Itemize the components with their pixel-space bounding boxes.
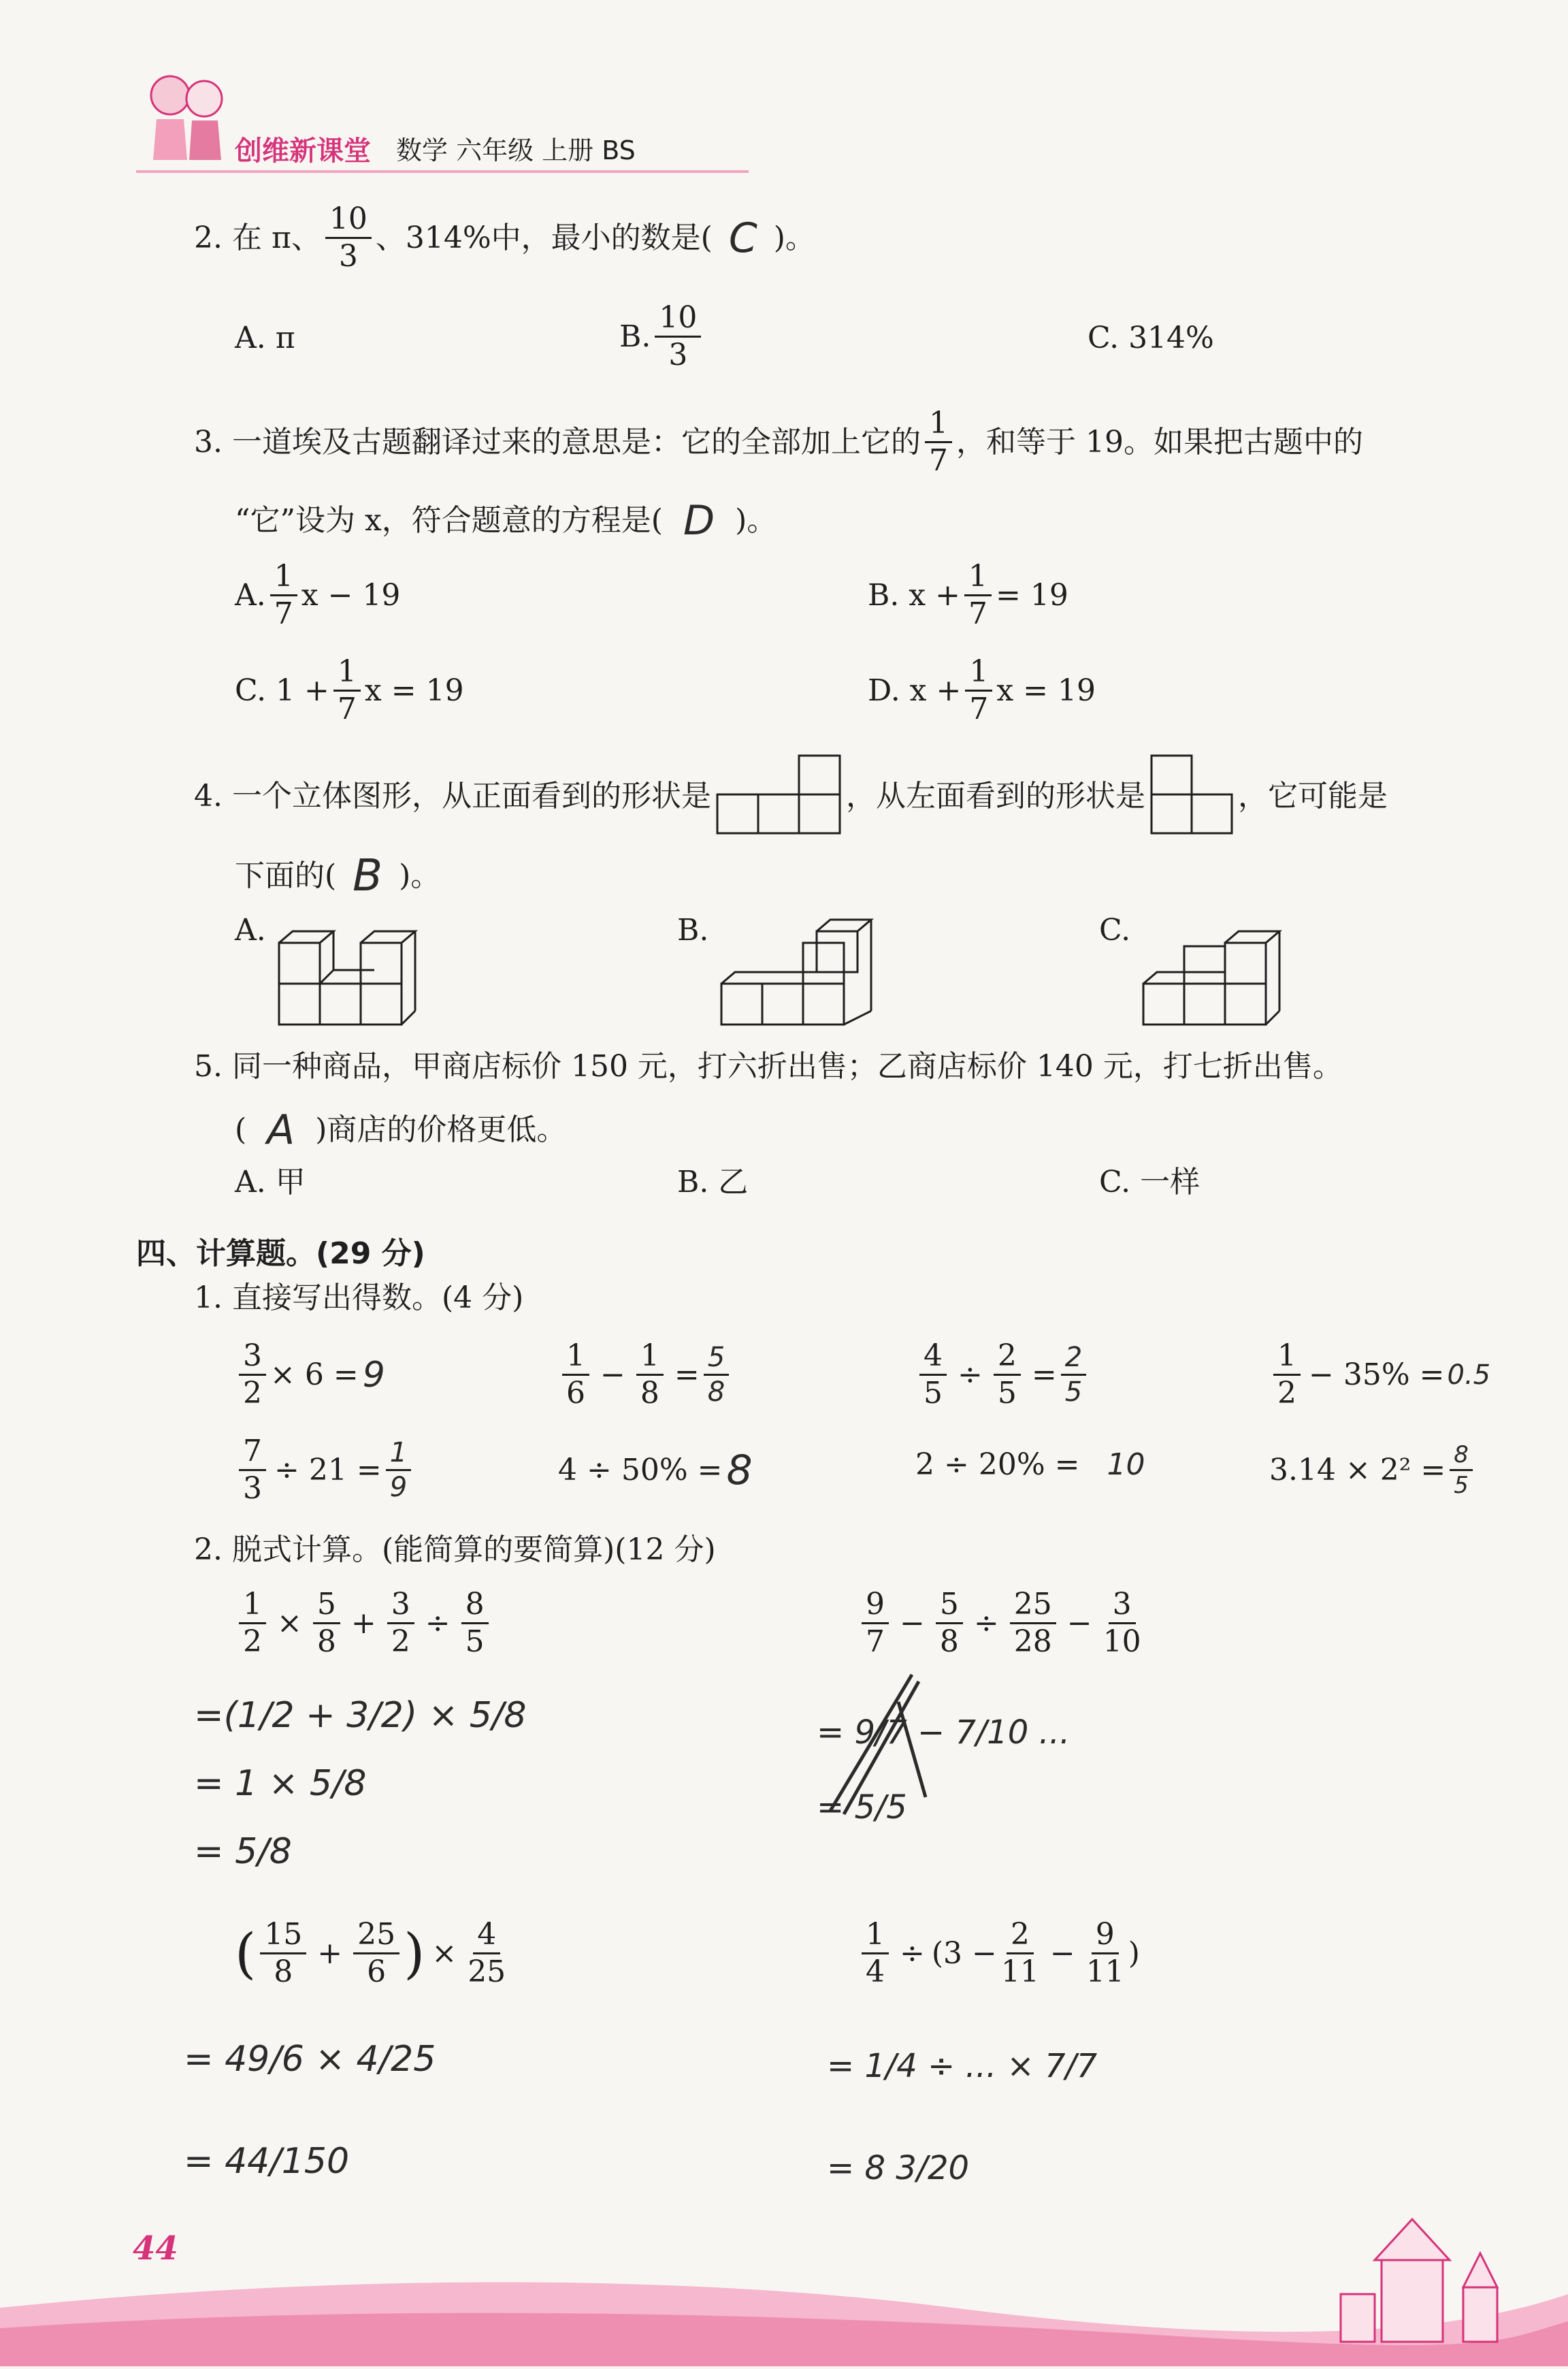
q3-option-a: A. $\frac{1}{7}$ x − 19 <box>235 559 401 631</box>
calc2-work-2: = 9/7 − 7/10 ... = 5/5 <box>817 1713 1071 1826</box>
q3-stem-line2: “它”设为 x，符合题意的方程是( D )。 <box>235 497 777 545</box>
calc1-item: $\frac{4}{5}$ ÷ $\frac{2}{5}$ = $\frac{2}{5}$ <box>915 1341 1090 1408</box>
q4-option-b-figure <box>718 916 875 1028</box>
calc2-work-1: =(1/2 + 3/2) × 5/8 = 1 × 5/8 = 5/8 <box>194 1695 527 1872</box>
calc1-item: $\frac{7}{3}$ ÷ 21 = $\frac{1}{9}$ <box>235 1436 415 1504</box>
q4-option-c-label: C. <box>1099 913 1131 948</box>
header-brand: 创维新课堂 <box>235 135 371 167</box>
calc1-item: $\frac{1}{6}$ − $\frac{1}{8}$ = $\frac{5}{8}$ <box>558 1341 733 1408</box>
q5-option-c: C. 一样 <box>1099 1165 1200 1199</box>
calc1-title: 1. 直接写出得数。(4 分) <box>194 1280 524 1315</box>
section-4-title: 四、计算题。(29 分) <box>136 1236 425 1271</box>
q2-option-c: C. 314% <box>1088 321 1214 355</box>
q3-answer: D <box>683 497 715 545</box>
header-mascot-icon <box>136 65 238 174</box>
q4-option-b-label: B. <box>677 913 709 948</box>
q2-answer: C <box>728 214 757 262</box>
q5-stem: 5. 同一种商品，甲商店标价 150 元，打六折出售；乙商店标价 140 元，打七折出售。 <box>194 1049 1343 1084</box>
q5-answer: A <box>267 1106 295 1154</box>
q3-stem-line1: 3. 一道埃及古题翻译过来的意思是：它的全部加上它的 $\frac{1}{7}$ ，和等于 19。如果把古题中的 <box>194 406 1363 478</box>
calc2-expression-4: $\frac{1}{4}$ ÷ (3 − $\frac{2}{11}$ − $\frac{9}{11}$ ) <box>858 1920 1140 1987</box>
header-rule <box>136 170 749 173</box>
calc2-expression-2: $\frac{9}{7}$ − $\frac{5}{8}$ ÷ $\frac{25}{28}$ − $\frac{3}{10}$ <box>858 1590 1145 1657</box>
q4-stem-line1: 4. 一个立体图形，从正面看到的形状是 ，从左面看到的形状是 ，它可能是 <box>194 752 1388 841</box>
castle-icon <box>1334 2212 1511 2351</box>
q3-option-c: C. 1 + $\frac{1}{7}$ x = 19 <box>235 654 464 726</box>
q4-answer: B <box>353 851 383 901</box>
calc2-work-4: = 1/4 ÷ ... × 7/7 = 8 3/20 <box>827 2047 1098 2187</box>
scribble-strikeout <box>817 1661 994 1820</box>
q3-option-b: B. x + $\frac{1}{7}$ = 19 <box>868 559 1068 631</box>
header-subtitle: 数学 六年级 上册 BS <box>396 135 636 165</box>
q5-option-b: B. 乙 <box>677 1165 749 1199</box>
calc1-item: $\frac{3}{2}$ × 6 = 9 <box>235 1341 385 1408</box>
q2-stem: 2. 在 π、 $\frac{10}{3}$ 、314%中，最小的数是( C )。 <box>194 202 815 274</box>
q4-option-a-figure <box>276 929 432 1028</box>
calc1-item: 3.14 × 2² = $\frac{8}{5}$ <box>1269 1443 1477 1497</box>
q2-fraction: $\frac{10}{3}$ <box>325 204 372 272</box>
calc2-work-3: = 49/6 × 4/25 = 44/150 <box>184 2039 436 2182</box>
page-number: 44 <box>133 2229 178 2268</box>
q4-option-a-label: A. <box>235 913 266 948</box>
calc1-item: 4 ÷ 50% = 8 <box>558 1447 753 1494</box>
left-view-icon <box>1149 752 1234 841</box>
calc1-item: $\frac{1}{2}$ − 35% = 0.5 <box>1269 1341 1490 1408</box>
q2-option-b: B. $\frac{10}{3}$ <box>619 303 705 370</box>
q4-option-c-figure <box>1140 916 1296 1028</box>
q3-option-d: D. x + $\frac{1}{7}$ x = 19 <box>868 654 1096 726</box>
calc2-title: 2. 脱式计算。(能简算的要简算)(12 分) <box>194 1532 716 1567</box>
q2-option-a: A. π <box>235 321 295 355</box>
q4-stem-line2: 下面的( B )。 <box>235 851 441 901</box>
q5-line2: ( A )商店的价格更低。 <box>235 1106 567 1154</box>
calc2-expression-3: ( $\frac{15}{8}$ + $\frac{25}{6}$ ) × $\frac{4}{25}$ <box>235 1917 506 1989</box>
footer-wave <box>0 2246 1568 2366</box>
calc1-item: 2 ÷ 20% = 10 <box>915 1447 1145 1482</box>
front-view-icon <box>715 752 842 841</box>
calc2-expression-1: $\frac{1}{2}$ × $\frac{5}{8}$ + $\frac{3}{2}$ ÷ $\frac{8}{5}$ <box>235 1590 493 1657</box>
q5-option-a: A. 甲 <box>235 1165 306 1199</box>
